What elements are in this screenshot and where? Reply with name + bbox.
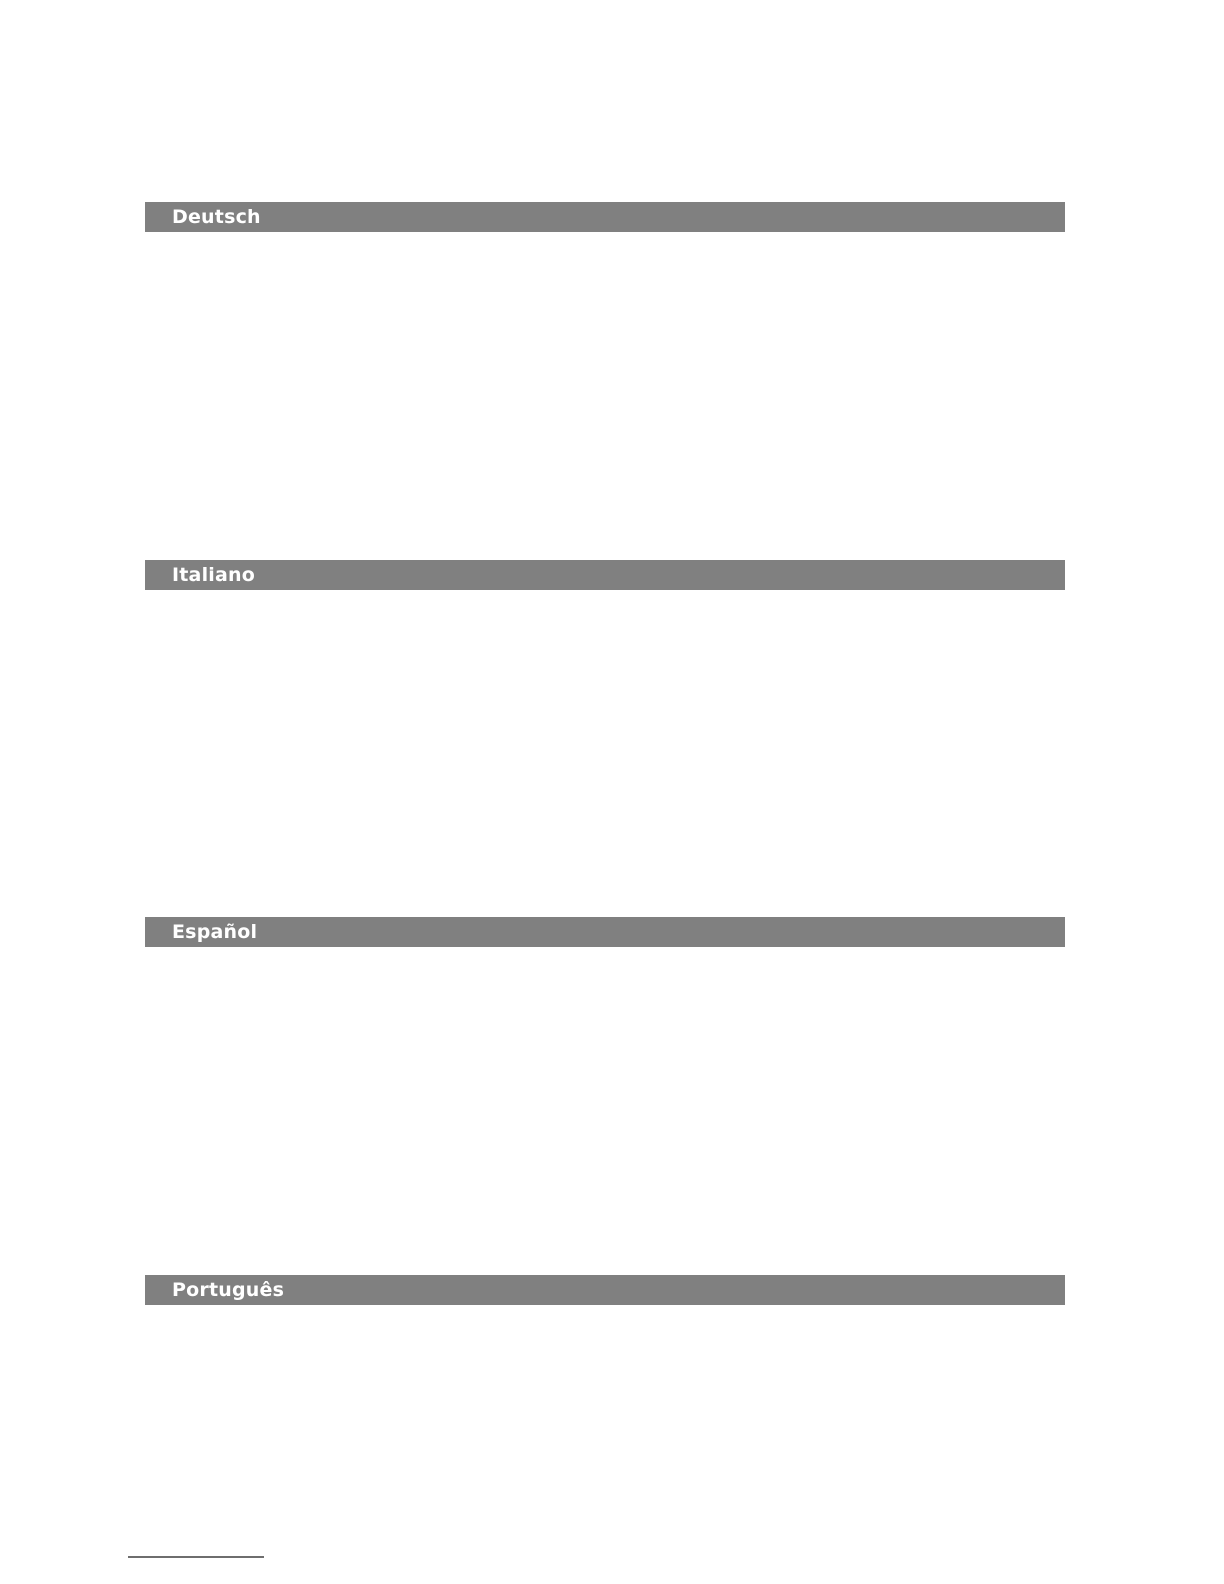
section-title-deutsch: Deutsch [172,206,261,228]
section-body-deutsch [145,250,1065,540]
section-title-portugues: Português [172,1279,285,1301]
section-title-espanol: Español [172,921,258,943]
section-header-italiano [145,560,1065,590]
section-body-espanol [145,965,1065,1255]
section-title-italiano: Italiano [172,564,255,586]
section-body-portugues [145,1323,1065,1553]
section-header-espanol [145,917,1065,947]
section-header-portugues [145,1275,1065,1305]
footer-divider [128,1556,264,1558]
section-body-italiano [145,608,1065,898]
section-header-deutsch [145,202,1065,232]
